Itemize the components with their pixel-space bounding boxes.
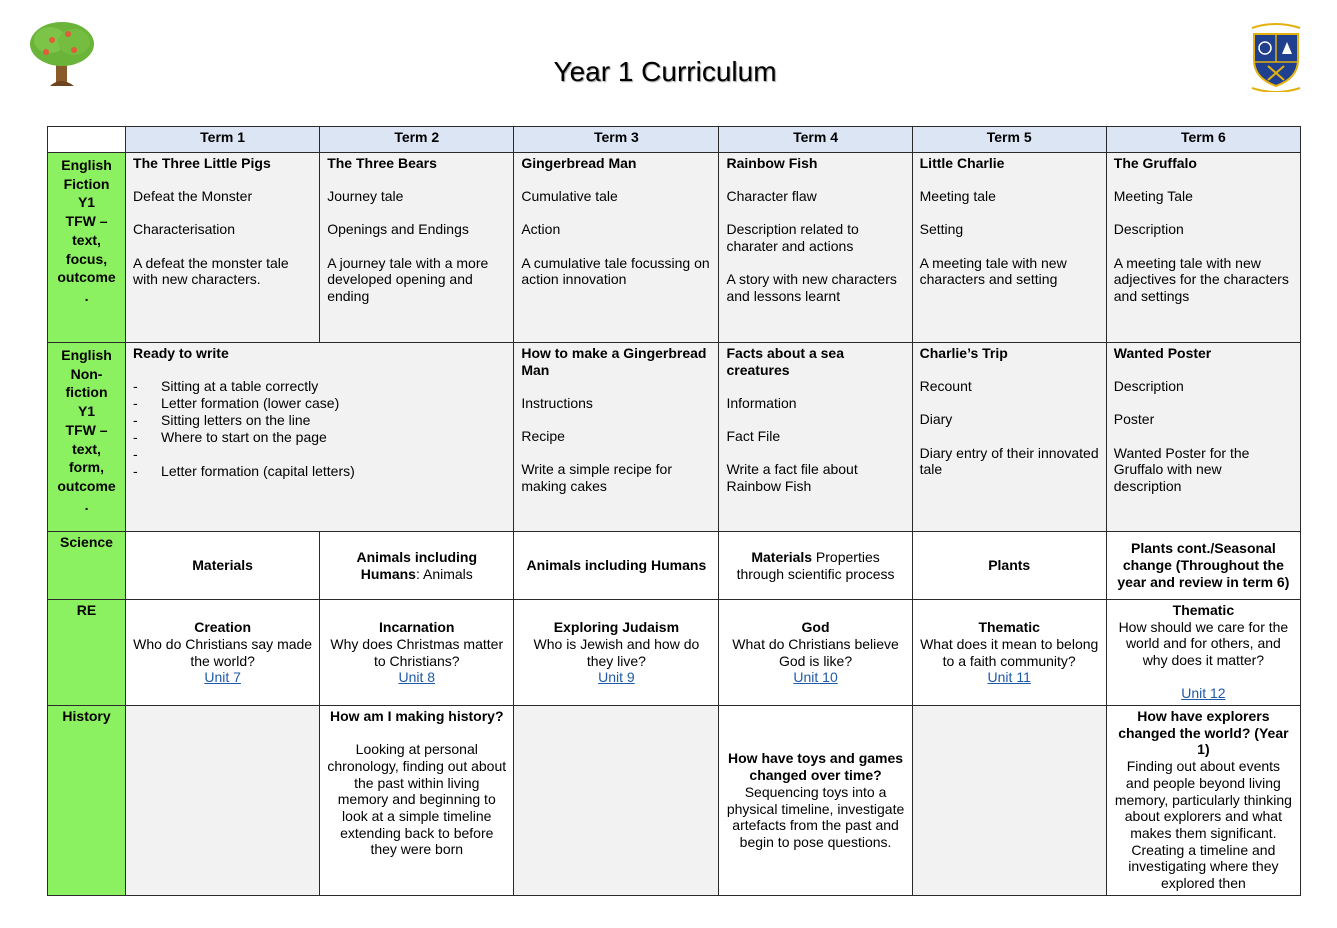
re-question: Who do Christians say made the world?	[133, 635, 313, 669]
row-header-line: English	[61, 347, 112, 363]
fiction-cell-term-6	[1106, 153, 1300, 343]
list-item: - Sitting at a table correctly	[133, 378, 506, 395]
fiction-focus: Characterisation	[133, 221, 235, 238]
term-header: Term 2	[320, 127, 514, 153]
re-cell-term-5	[912, 600, 1106, 706]
fiction-type: Journey tale	[327, 188, 404, 205]
nonfiction-cell-term-3	[514, 343, 719, 532]
fiction-text: Little Charlie	[919, 155, 1005, 171]
science-cell-term-6	[1106, 532, 1300, 600]
re-unit-link[interactable]: Unit 8	[398, 669, 436, 686]
nonfiction-text: Facts about a sea creatures	[726, 345, 844, 378]
nonfiction-form: Information	[726, 394, 797, 411]
re-cell-term-6	[1106, 600, 1300, 706]
term-header: Term 5	[912, 127, 1106, 153]
nonfiction-outcome: Diary entry of their innovated tale	[919, 444, 1099, 478]
nonfiction-text: Wanted Poster	[1113, 345, 1212, 361]
history-body: Looking at personal chronology, finding out about the past within living memory and beginning to look at a simple timeline extending back to before they were born	[327, 741, 507, 858]
re-cell-term-1	[126, 600, 320, 706]
nonfiction-outcome: Write a fact file about Rainbow Fish	[726, 461, 858, 495]
history-body: Sequencing toys into a physical timeline, investigate artefacts from the past and begin to pose questions.	[726, 783, 905, 850]
re-question: How should we care for the world and for others, and why does it matter?	[1118, 618, 1289, 669]
fiction-text: Rainbow Fish	[726, 155, 818, 171]
re-unit-link[interactable]: Unit 7	[204, 669, 241, 686]
re-cell-term-4	[719, 600, 912, 706]
fiction-cell-term-2	[320, 153, 514, 343]
fiction-focus: Description related to charater and actions	[726, 221, 859, 255]
fiction-text: The Gruffalo	[1113, 155, 1197, 171]
science-topic: Plants cont./Seasonal change (Throughout the year and review in term 6)	[1117, 540, 1290, 590]
row-header-line: Y1	[77, 194, 96, 211]
science-topic: Materials	[751, 548, 813, 565]
curriculum-table	[47, 126, 1301, 896]
science-topic: Animals including Humans	[526, 557, 707, 574]
row-header-fiction	[48, 153, 126, 343]
row-header-line: .	[84, 287, 89, 304]
list-item	[133, 446, 506, 463]
row-header-re: RE	[48, 600, 126, 706]
row-header-line: outcome	[57, 477, 116, 494]
nonfiction-form: Recount	[919, 378, 972, 395]
fiction-outcome: A journey tale with a more developed opening and ending	[327, 254, 489, 305]
science-cell-term-5	[912, 532, 1106, 600]
fiction-type: Meeting tale	[919, 188, 996, 205]
history-cell-term-3	[514, 706, 719, 896]
re-unit-link[interactable]: Unit 10	[793, 669, 838, 686]
fiction-type: Cumulative tale	[521, 188, 618, 205]
nonfiction-cell-term-5	[912, 343, 1106, 532]
nonfiction-cell-term-4	[719, 343, 912, 532]
term-header-row	[48, 127, 1301, 153]
fiction-text: The Three Little Pigs	[133, 155, 271, 171]
corner-cell	[48, 127, 126, 153]
re-unit-link[interactable]: Unit 12	[1181, 684, 1226, 701]
history-title: How am I making history?	[330, 708, 504, 724]
history-cell-term-1	[126, 706, 320, 896]
re-title: Thematic	[1172, 602, 1235, 618]
science-cell-term-3	[514, 532, 719, 600]
fiction-cell-term-3	[514, 153, 719, 343]
nonfiction-cell-terms-1-2	[126, 343, 514, 532]
re-unit-link[interactable]: Unit 9	[598, 669, 635, 686]
nonfiction-form: Instructions	[521, 394, 593, 411]
history-cell-term-5	[912, 706, 1106, 896]
nonfiction-cell-term-6	[1106, 343, 1300, 532]
nonfiction-outcome: Wanted Poster for the Gruffalo with new description	[1113, 444, 1250, 495]
nonfiction-sub: Fact File	[726, 428, 781, 445]
re-question: Why does Christmas matter to Christians?	[330, 635, 504, 669]
re-cell-term-2	[320, 600, 514, 706]
fiction-outcome: A meeting tale with new characters and setting	[919, 254, 1067, 288]
row-header-line: English	[61, 157, 112, 173]
re-cell-term-3	[514, 600, 719, 706]
nonfiction-sub: Recipe	[521, 428, 565, 445]
row-header-line: Y1	[77, 403, 96, 420]
row-header-line: Fiction	[63, 175, 110, 192]
page-title: Year 1 Curriculum	[553, 56, 777, 87]
science-subtopic: : Animals	[415, 565, 473, 582]
nonfiction-sub: Diary	[919, 411, 953, 428]
re-title: Incarnation	[379, 619, 455, 636]
fiction-outcome: A cumulative tale focussing on action innovation	[521, 254, 710, 288]
science-topic: Materials	[192, 557, 253, 574]
row-header-line: focus,	[65, 250, 108, 267]
row-header-line: TFW –	[65, 213, 108, 230]
fiction-cell-term-4	[719, 153, 912, 343]
re-question: What does it mean to belong to a faith community?	[920, 635, 1099, 669]
list-item: - Sitting letters on the line	[133, 412, 506, 429]
row-header-line: .	[84, 496, 89, 513]
science-subtopic: Properties through scientific process	[736, 548, 895, 582]
history-cell-term-4	[719, 706, 912, 896]
science-topic: Plants	[988, 557, 1031, 574]
fiction-type: Character flaw	[726, 188, 817, 205]
science-topic: Animals including Humans	[356, 548, 478, 582]
row-header-nonfiction	[48, 343, 126, 532]
science-cell-term-4	[719, 532, 912, 600]
term-header: Term 3	[514, 127, 719, 153]
ready-to-write-title: Ready to write	[133, 345, 229, 361]
history-row	[48, 706, 1301, 896]
fiction-outcome: A story with new characters and lessons learnt	[726, 271, 897, 305]
fiction-focus: Openings and Endings	[327, 221, 469, 238]
row-header-line: Non-	[70, 365, 103, 382]
fiction-outcome: A meeting tale with new adjectives for the characters and settings	[1113, 254, 1289, 305]
row-header-line: fiction	[65, 384, 108, 401]
science-cell-term-2	[320, 532, 514, 600]
row-header-line: text,	[72, 440, 101, 457]
list-item: - Letter formation (capital letters)	[133, 463, 506, 480]
history-title: How have explorers changed the world? (Year 1)	[1118, 708, 1289, 758]
fiction-focus: Setting	[919, 221, 964, 238]
re-question: Who is Jewish and how do they live?	[533, 635, 700, 669]
fiction-focus: Description	[1113, 221, 1184, 238]
fiction-type: Meeting Tale	[1113, 188, 1193, 205]
fiction-row	[48, 153, 1301, 343]
row-header-line: form,	[69, 459, 105, 476]
re-question: What do Christians believe God is like?	[732, 635, 899, 669]
science-row	[48, 532, 1301, 600]
term-header: Term 1	[126, 127, 320, 153]
nonfiction-sub: Poster	[1113, 411, 1155, 428]
history-cell-term-2	[320, 706, 514, 896]
fiction-type: Defeat the Monster	[133, 188, 253, 205]
nonfiction-form: Description	[1113, 378, 1184, 395]
row-header-line: TFW –	[65, 421, 108, 438]
fiction-outcome: A defeat the monster tale with new characters.	[133, 254, 289, 288]
re-unit-link[interactable]: Unit 11	[987, 669, 1031, 686]
history-body: Finding out about events and people beyond living memory, particularly thinking about explorers and what makes them significant. Creating a timeline and investigating where they explored then	[1114, 758, 1292, 892]
row-header-line: outcome	[57, 269, 116, 286]
nonfiction-outcome: Write a simple recipe for making cakes	[521, 461, 673, 495]
nonfiction-row	[48, 343, 1301, 532]
fiction-cell-term-5	[912, 153, 1106, 343]
fiction-text: The Three Bears	[327, 155, 437, 171]
history-cell-term-6	[1106, 706, 1300, 896]
term-header: Term 6	[1106, 127, 1300, 153]
re-title: Thematic	[978, 619, 1040, 636]
re-title: Exploring Judaism	[553, 619, 680, 636]
fiction-text: Gingerbread Man	[521, 155, 637, 171]
ready-to-write-list	[133, 378, 506, 480]
nonfiction-text: Charlie’s Trip	[919, 345, 1008, 361]
row-header-line: text,	[72, 231, 101, 248]
fiction-focus: Action	[521, 221, 561, 238]
list-item: - Where to start on the page	[133, 429, 506, 446]
row-header-science: Science	[48, 532, 126, 600]
nonfiction-text: How to make a Gingerbread Man	[521, 345, 707, 378]
re-row	[48, 600, 1301, 706]
history-title: How have toys and games changed over time?	[728, 750, 904, 784]
fiction-cell-term-1	[126, 153, 320, 343]
row-header-history: History	[48, 706, 126, 896]
science-cell-term-1	[126, 532, 320, 600]
term-header: Term 4	[719, 127, 912, 153]
re-title: Creation	[194, 619, 252, 636]
re-title: God	[801, 619, 830, 636]
list-item: - Letter formation (lower case)	[133, 395, 506, 412]
